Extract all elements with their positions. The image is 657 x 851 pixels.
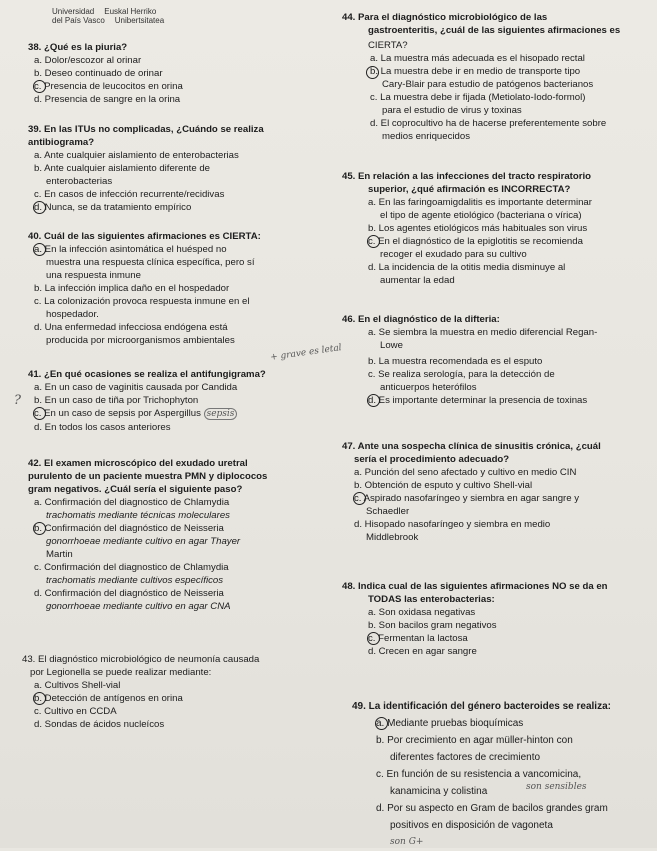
option: a. La muestra más adecuada es el hisopado rectal [370, 53, 585, 64]
option: b. Deseo continuado de orinar [34, 68, 163, 79]
university-logo-text [52, 7, 174, 25]
option: b. Son bacilos gram negativos [368, 620, 497, 631]
option: b. Obtención de esputo y cultivo Shell-vial [354, 480, 533, 491]
question-title: TODAS las enterobacterias: [368, 594, 495, 605]
option: Cary-Blair para estudio de patógenos bacterianos [382, 79, 594, 90]
question-title: 38. ¿Qué es la piuria? [28, 42, 128, 53]
option: c. En función de su resistencia a vancomicina, [376, 769, 582, 780]
option: trachomatis mediante cultivos específicos [46, 575, 224, 586]
handwritten-note: sepsis [204, 408, 238, 420]
option: recoger el exudado para su cultivo [380, 249, 527, 260]
option: d. Crecen en agar sangre [368, 646, 477, 657]
option: producida por microorganismos ambientales [46, 335, 235, 346]
question-title: 46. En el diagnóstico de la difteria: [342, 314, 500, 325]
option: a. Se siembra la muestra en medio diferencial Regan- [368, 327, 598, 338]
header-line: del País Vasco [52, 16, 105, 25]
option: una respuesta inmune [46, 270, 141, 281]
option: b. La muestra debe ir en medio de transporte tipo [370, 66, 581, 77]
question-title: purulento de un paciente muestra PMN y diplococos [28, 471, 268, 482]
option: a. Mediante pruebas bioquímicas [376, 718, 524, 729]
option: c. En un caso de sepsis por Aspergillus [34, 408, 201, 419]
option: d. Nunca, se da tratamiento empírico [34, 202, 192, 213]
option: a. Dolor/escozor al orinar [34, 55, 142, 66]
question-title: 41. ¿En qué ocasiones se realiza el antifungigrama? [28, 369, 266, 380]
option: a. En las faringoamigdalitis es importante determinar [368, 197, 592, 208]
option: a. Confirmación del diagnostico de Chlamydia [34, 497, 230, 508]
option: b. Los agentes etiológicos más habituales son virus [368, 223, 588, 234]
question-40 [28, 230, 324, 347]
question-title: 44. Para el diagnóstico microbiológico de las [342, 12, 548, 23]
header-line: Euskal Herriko [104, 7, 157, 16]
option: Schaedler [366, 506, 410, 517]
option: gonorrhoeae mediante cultivo en agar CNA [46, 601, 231, 612]
question-41 [28, 368, 324, 434]
option: d. Sondas de ácidos nucleícos [34, 719, 165, 730]
question-title: sería el procedimiento adecuado? [354, 454, 510, 465]
circle-mark [366, 66, 379, 79]
option: c. Presencia de leucocitos en orina [34, 81, 183, 92]
option: d. El coprocultivo ha de hacerse preferentemente sobre [370, 118, 607, 129]
option: b. La infección implica daño en el hospedador [34, 283, 230, 294]
question-title: por Legionella se puede realizar mediante: [30, 667, 212, 678]
option: b. Por crecimiento en agar müller-hinton con [376, 735, 573, 746]
question-title: 39. En las ITUs no complicadas, ¿Cuándo se realiza [28, 124, 264, 135]
option: d. En todos los casos anteriores [34, 422, 171, 433]
circle-mark [375, 717, 388, 730]
option: c. Fermentan la lactosa [368, 633, 468, 644]
option: c. En el diagnóstico de la epiglotitis se recomienda [368, 236, 583, 247]
header-line: Universidad [52, 7, 95, 16]
option: a. Punción del seno afectado y cultivo en medio CIN [354, 467, 577, 478]
question-47 [342, 440, 654, 544]
question-49 [352, 698, 652, 847]
option: a. En la infección asintomática el huésped no [34, 244, 227, 255]
question-46 [342, 313, 642, 407]
option: aumentar la edad [380, 275, 455, 286]
question-38 [28, 41, 328, 106]
handwritten-margin-note: + grave es letal [269, 343, 343, 363]
option: medios enriquecidos [382, 131, 470, 142]
circle-mark [33, 522, 46, 535]
question-42 [28, 457, 318, 613]
question-title: 42. El examen microscópico del exudado uretral [28, 458, 248, 469]
option: Martin [46, 549, 73, 560]
option: b. Ante cualquier aislamiento diferente de [34, 163, 210, 174]
option: d. Una enfermedad infecciosa endógena está [34, 322, 228, 333]
option: c. En casos de infección recurrente/recidivas [34, 189, 225, 200]
option: c. Cultivo en CCDA [34, 706, 117, 717]
handwritten-note: son G+ [390, 837, 424, 847]
option: b. Confirmación del diagnóstico de Neisseria [34, 523, 224, 534]
circle-mark [367, 235, 380, 248]
option: d. La incidencia de la otitis media disminuye al [368, 262, 566, 273]
question-title: 49. La identificación del género bacteroides se realiza: [352, 701, 611, 712]
option: c. Se realiza serología, para la detección de [368, 369, 555, 380]
circle-mark [33, 692, 46, 705]
header-line: Unibertsitatea [114, 16, 165, 25]
option: gonorrhoeae mediante cultivo en agar Thayer [46, 536, 241, 547]
option: trachomatis mediante técnicas moleculares [46, 510, 230, 521]
circle-mark [33, 80, 46, 93]
question-title: 47. Ante una sospecha clínica de sinusitis crónica, ¿cuál [342, 441, 601, 452]
option: hospedador. [46, 309, 99, 320]
option: positivos en disposición de vagoneta [390, 820, 553, 831]
question-44 [342, 11, 642, 143]
circle-mark [367, 394, 380, 407]
question-title: gastroenteritis, ¿cuál de las siguientes afirmaciones es [368, 25, 621, 36]
question-title: 48. Indica cual de las siguientes afirmaciones NO se da en [342, 581, 608, 592]
option: d. Por su aspecto en Gram de bacilos grandes gram [376, 803, 608, 814]
university-header [52, 7, 174, 25]
question-title: superior, ¿qué afirmación es INCORRECTA? [368, 184, 571, 195]
option: Lowe [380, 340, 403, 351]
question-title: 40. Cuál de las siguientes afirmaciones es CIERTA: [28, 231, 261, 242]
question-title: gram negativos. ¿Cuál sería el siguiente paso? [28, 484, 243, 495]
question-48 [342, 580, 654, 658]
circle-mark [367, 632, 380, 645]
option: a. Son oxidasa negativas [368, 607, 476, 618]
option: c. La colonización provoca respuesta inmune en el [34, 296, 250, 307]
question-title: 43. El diagnóstico microbiológico de neumonía causada [22, 654, 260, 665]
option: c. Aspirado nasofaríngeo y siembra en agar sangre y [354, 493, 580, 504]
handwritten-note: son sensibles [526, 782, 587, 792]
question-title: CIERTA? [368, 40, 408, 51]
option: c. Confirmación del diagnostico de Chlamydia [34, 562, 229, 573]
circle-mark [33, 243, 46, 256]
question-39 [28, 123, 324, 214]
option: kanamicina y colistina [390, 786, 488, 797]
option: d. Presencia de sangre en la orina [34, 94, 181, 105]
option: muestra una respuesta clínica específica, pero sí [46, 257, 255, 268]
option: c. La muestra debe ir fijada (Metiolato-Iodo-formol) [370, 92, 586, 103]
question-45 [342, 170, 642, 287]
option: para el estudio de virus y toxinas [382, 105, 522, 116]
option: b. Detección de antígenos en orina [34, 693, 183, 704]
question-43 [22, 653, 322, 731]
option: enterobacterias [46, 176, 113, 187]
option: a. Cultivos Shell-vial [34, 680, 121, 691]
option: b. En un caso de tiña por Trichophyton [34, 395, 199, 406]
circle-mark [353, 492, 366, 505]
option: Middlebrook [366, 532, 419, 543]
question-title: 45. En relación a las infecciones del tracto respiratorio [342, 171, 591, 182]
option: b. La muestra recomendada es el esputo [368, 356, 543, 367]
option: d. Confirmación del diagnóstico de Neisseria [34, 588, 224, 599]
handwritten-question-mark: ? [14, 393, 21, 408]
option: d. Hisopado nasofaríngeo y siembra en medio [354, 519, 551, 530]
option: a. Ante cualquier aislamiento de enterobacterias [34, 150, 239, 161]
option: anticuerpos heterófilos [380, 382, 477, 393]
circle-mark [33, 201, 46, 214]
option: diferentes factores de crecimiento [390, 752, 541, 763]
question-title: antibiograma? [28, 137, 95, 148]
option: d. Es importante determinar la presencia de toxinas [368, 395, 588, 406]
circle-mark [33, 407, 46, 420]
option: el tipo de agente etiológico (bacteriana o vírica) [380, 210, 582, 221]
option: a. En un caso de vaginitis causada por Candida [34, 382, 238, 393]
